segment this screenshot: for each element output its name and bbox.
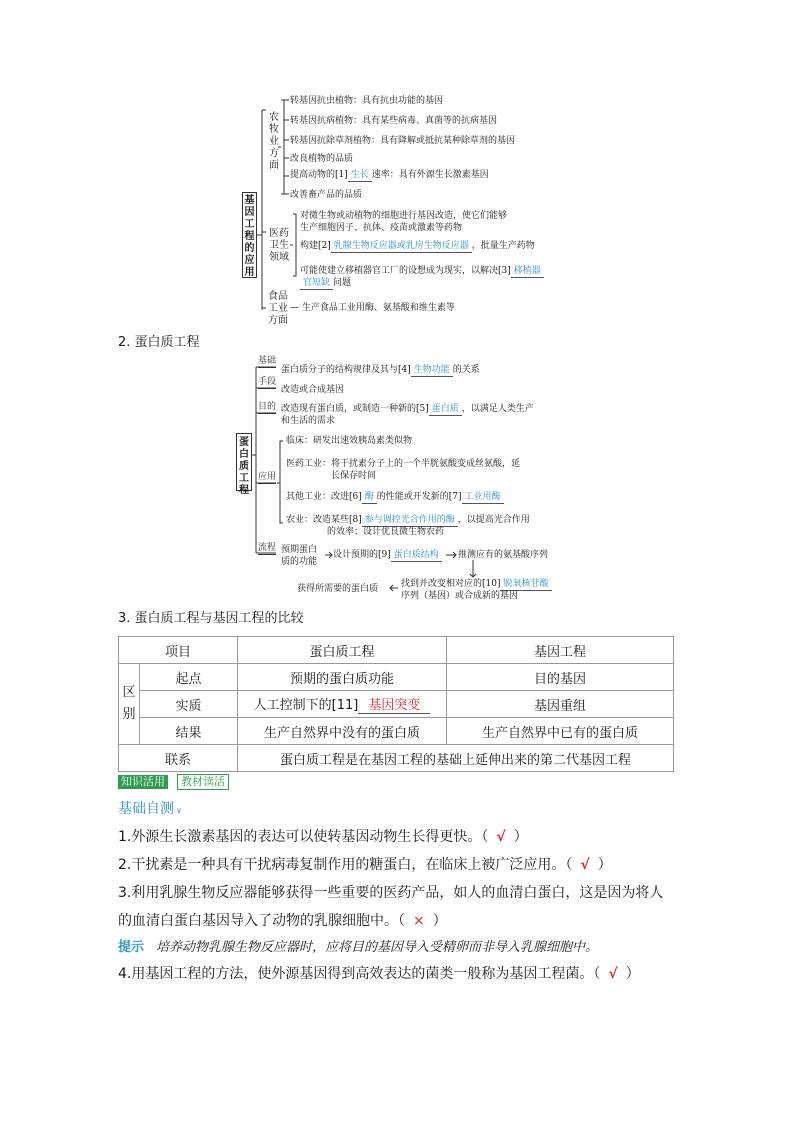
gene-app-center-box <box>242 192 257 278</box>
med-item-3-cont <box>300 277 351 290</box>
apply-other <box>286 491 504 504</box>
agri-item-4: 改良植物的品质 <box>290 154 354 164</box>
diff-label-a: 区 <box>122 685 136 700</box>
q1-text: 1.外源生长激素基因的表达可以使转基因动物生长得更快。（ <box>118 829 489 845</box>
basis-line <box>281 364 480 377</box>
question-4 <box>118 964 640 984</box>
flow-step2-pre: 设计预期的[9] <box>333 550 391 560</box>
med-item-2-pre: 构建[2] <box>300 241 331 251</box>
apply-agri-post: ，以提高光合作用 <box>457 515 530 525</box>
r3-label: 结果 <box>140 718 238 745</box>
answer-11: 基因突变 <box>358 694 430 714</box>
protein-center-label: 蛋白质工程 <box>239 437 249 496</box>
r3-gene: 生产自然界中已有的蛋白质 <box>447 718 674 745</box>
r2-protein-pre: 人工控制下的[11] <box>253 698 359 713</box>
badge-textbook: 教材读活 <box>177 774 229 790</box>
r3-protein: 生产自然界中没有的蛋白质 <box>238 718 447 745</box>
answer-9: 蛋白质结构 <box>391 549 442 562</box>
agri-label: 农牧业方面 <box>269 112 279 171</box>
question-2 <box>118 855 612 875</box>
agri-livestock: 改善畜产品的品质 <box>290 190 363 200</box>
r2-protein <box>238 691 447 718</box>
gene-app-center-label: 基因工程的应用 <box>244 195 255 278</box>
apply-clinic: 临床：研发出速效胰岛素类似物 <box>286 436 413 446</box>
tag-basis: 基础 <box>258 356 277 366</box>
protein-brackets <box>0 355 794 605</box>
badge-knowledge: 知识活用 <box>118 775 168 789</box>
chevron-down-icon: ∨ <box>176 806 182 815</box>
agri-animal-post: 速率：具有外源生长激素基因 <box>371 170 489 180</box>
q4-end: ） <box>625 966 640 982</box>
apply-med-a: 医药工业：将干扰素分子上的一个半胱氨酸变成丝氨酸，延 <box>286 459 521 469</box>
q3-end: ） <box>432 913 447 929</box>
purpose-post: ，以满足人类生产 <box>461 404 534 414</box>
r4-text: 蛋白质工程是在基因工程的基础上延伸出来的第二代基因工程 <box>238 745 674 772</box>
question-1 <box>118 827 528 847</box>
answer-6: 酶 <box>362 491 377 504</box>
flow-step4-pre: 找到并改变相对应的[10] <box>401 579 501 589</box>
r2-gene: 基因重组 <box>447 691 674 718</box>
purpose-line2: 和生活的需求 <box>281 416 336 426</box>
check-icon: √ <box>608 966 618 982</box>
comparison-table <box>118 636 674 772</box>
flow-step3: 推测应有的氨基酸序列 <box>458 550 549 560</box>
flow-step1b: 质的功能 <box>281 557 318 567</box>
th-item: 项目 <box>119 637 238 664</box>
answer-1: 生长 <box>348 169 372 182</box>
agri-item-3: 转基因抗除草剂植物：具有降解或抵抗某种除草剂的基因 <box>290 136 516 146</box>
answer-7: 工业用酶 <box>462 491 504 504</box>
tag-apply: 应用 <box>258 472 277 482</box>
section3-title: 3. 蛋白质工程与基因工程的比较 <box>118 611 304 626</box>
food-item: — 生产食品工业用酶、氨基酸和维生素等 <box>290 303 455 313</box>
apply-other-pre: 其他工业：改进[6] <box>286 492 362 502</box>
r1-label: 起点 <box>140 664 238 691</box>
med-item-3-pre: 可能使建立移植器官工厂的设想成为现实，以解决[3] <box>300 266 511 276</box>
flow-step4-line2: 序列（基因）或合成新的基因 <box>401 591 519 601</box>
agri-item-1: 转基因抗虫植物：具有抗虫功能的基因 <box>290 96 444 106</box>
protein-center-box <box>236 433 252 496</box>
agri-item-2: 转基因抗病植物：具有某些病毒、真菌等的抗病基因 <box>290 116 498 126</box>
check-icon: √ <box>496 829 506 845</box>
question-3b <box>118 911 447 931</box>
basis-pre: 蛋白质分子的结构规律及其与[4] <box>281 365 411 375</box>
r1-gene: 目的基因 <box>447 664 674 691</box>
diff-label <box>119 664 140 745</box>
cross-icon: × <box>413 913 425 929</box>
apply-agri-pre: 农业：改造某些[8] <box>286 515 362 525</box>
th-protein: 蛋白质工程 <box>238 637 447 664</box>
tag-flow: 流程 <box>258 543 277 553</box>
answer-3b: 官短缺 <box>300 277 333 290</box>
q4-text: 4.用基因工程的方法，使外源基因得到高效表达的菌类一般称为基因工程菌。（ <box>118 966 601 982</box>
q3-text: 的血清白蛋白基因导入了动物的乳腺细胞中。（ <box>118 913 405 929</box>
answer-4: 生物功能 <box>411 364 453 377</box>
r4-label: 联系 <box>119 745 238 772</box>
q2-end: ） <box>597 857 612 873</box>
th-gene: 基因工程 <box>447 637 674 664</box>
med-item-1b: 生产细胞因子、抗体、疫苗或激素等药物 <box>300 223 463 233</box>
section2-title: 2. 蛋白质工程 <box>118 335 200 350</box>
apply-other-mid: 的性能或开发新的[7] <box>376 492 462 502</box>
flow-step5: 获得所需要的蛋白质 <box>297 584 379 594</box>
food-label: 食品工业方面 <box>268 291 288 326</box>
hint-label: 提示 <box>118 940 145 955</box>
med-label: 医药卫生领域 <box>269 228 289 263</box>
flow-step1a: 预期蛋白 <box>281 545 318 555</box>
diff-label-b: 别 <box>122 707 136 722</box>
q2-text: 2.干扰素是一种具有干扰病毒复制作用的糖蛋白，在临床上被广泛应用。（ <box>118 857 573 873</box>
med-item-2 <box>300 240 535 253</box>
apply-agri-line2: 的效率；设计优良微生物农药 <box>327 527 445 537</box>
means-text: 改造或合成基因 <box>281 385 345 395</box>
r1-protein: 预期的蛋白质功能 <box>238 664 447 691</box>
flow-step2 <box>333 549 442 562</box>
r2-label: 实质 <box>140 691 238 718</box>
answer-8: 参与调控光合作用的酶 <box>362 514 458 527</box>
answer-3a: 移植器 <box>511 265 544 278</box>
basis-post: 的关系 <box>452 365 480 375</box>
check-icon: √ <box>580 857 590 873</box>
selftest-title-text: 基础自测 <box>118 801 174 817</box>
hint <box>118 939 598 957</box>
apply-med-b: 长保存时间 <box>331 471 377 481</box>
med-item-2-post: ，批量生产药物 <box>471 241 535 251</box>
med-item-3-post: 问题 <box>333 278 352 288</box>
purpose-pre: 改造现有蛋白质，或制造一种新的[5] <box>281 404 429 414</box>
answer-2: 乳腺生物反应器或乳房生物反应器 <box>331 240 472 253</box>
answer-10: 脱氧核苷酸 <box>500 578 551 591</box>
tag-purpose: 目的 <box>258 402 277 412</box>
agri-animal-pre: 提高动物的[1] <box>290 170 348 180</box>
tag-means: 手段 <box>258 377 277 387</box>
selftest-title <box>118 800 182 820</box>
answer-5: 蛋白质 <box>429 403 462 416</box>
gene-app-brackets <box>0 0 794 330</box>
q1-end: ） <box>513 829 528 845</box>
question-3a: 3.利用乳腺生物反应器能够获得一些重要的医药产品，如人的血清白蛋白，这是因为将人 <box>118 885 664 901</box>
agri-animal-line <box>290 169 489 182</box>
med-item-1a: 对微生物或动植物的细胞进行基因改造，使它们能够 <box>300 211 508 221</box>
hint-text: 培养动物乳腺生物反应器时，应将目的基因导入受精卵而非导入乳腺细胞中。 <box>156 940 599 955</box>
